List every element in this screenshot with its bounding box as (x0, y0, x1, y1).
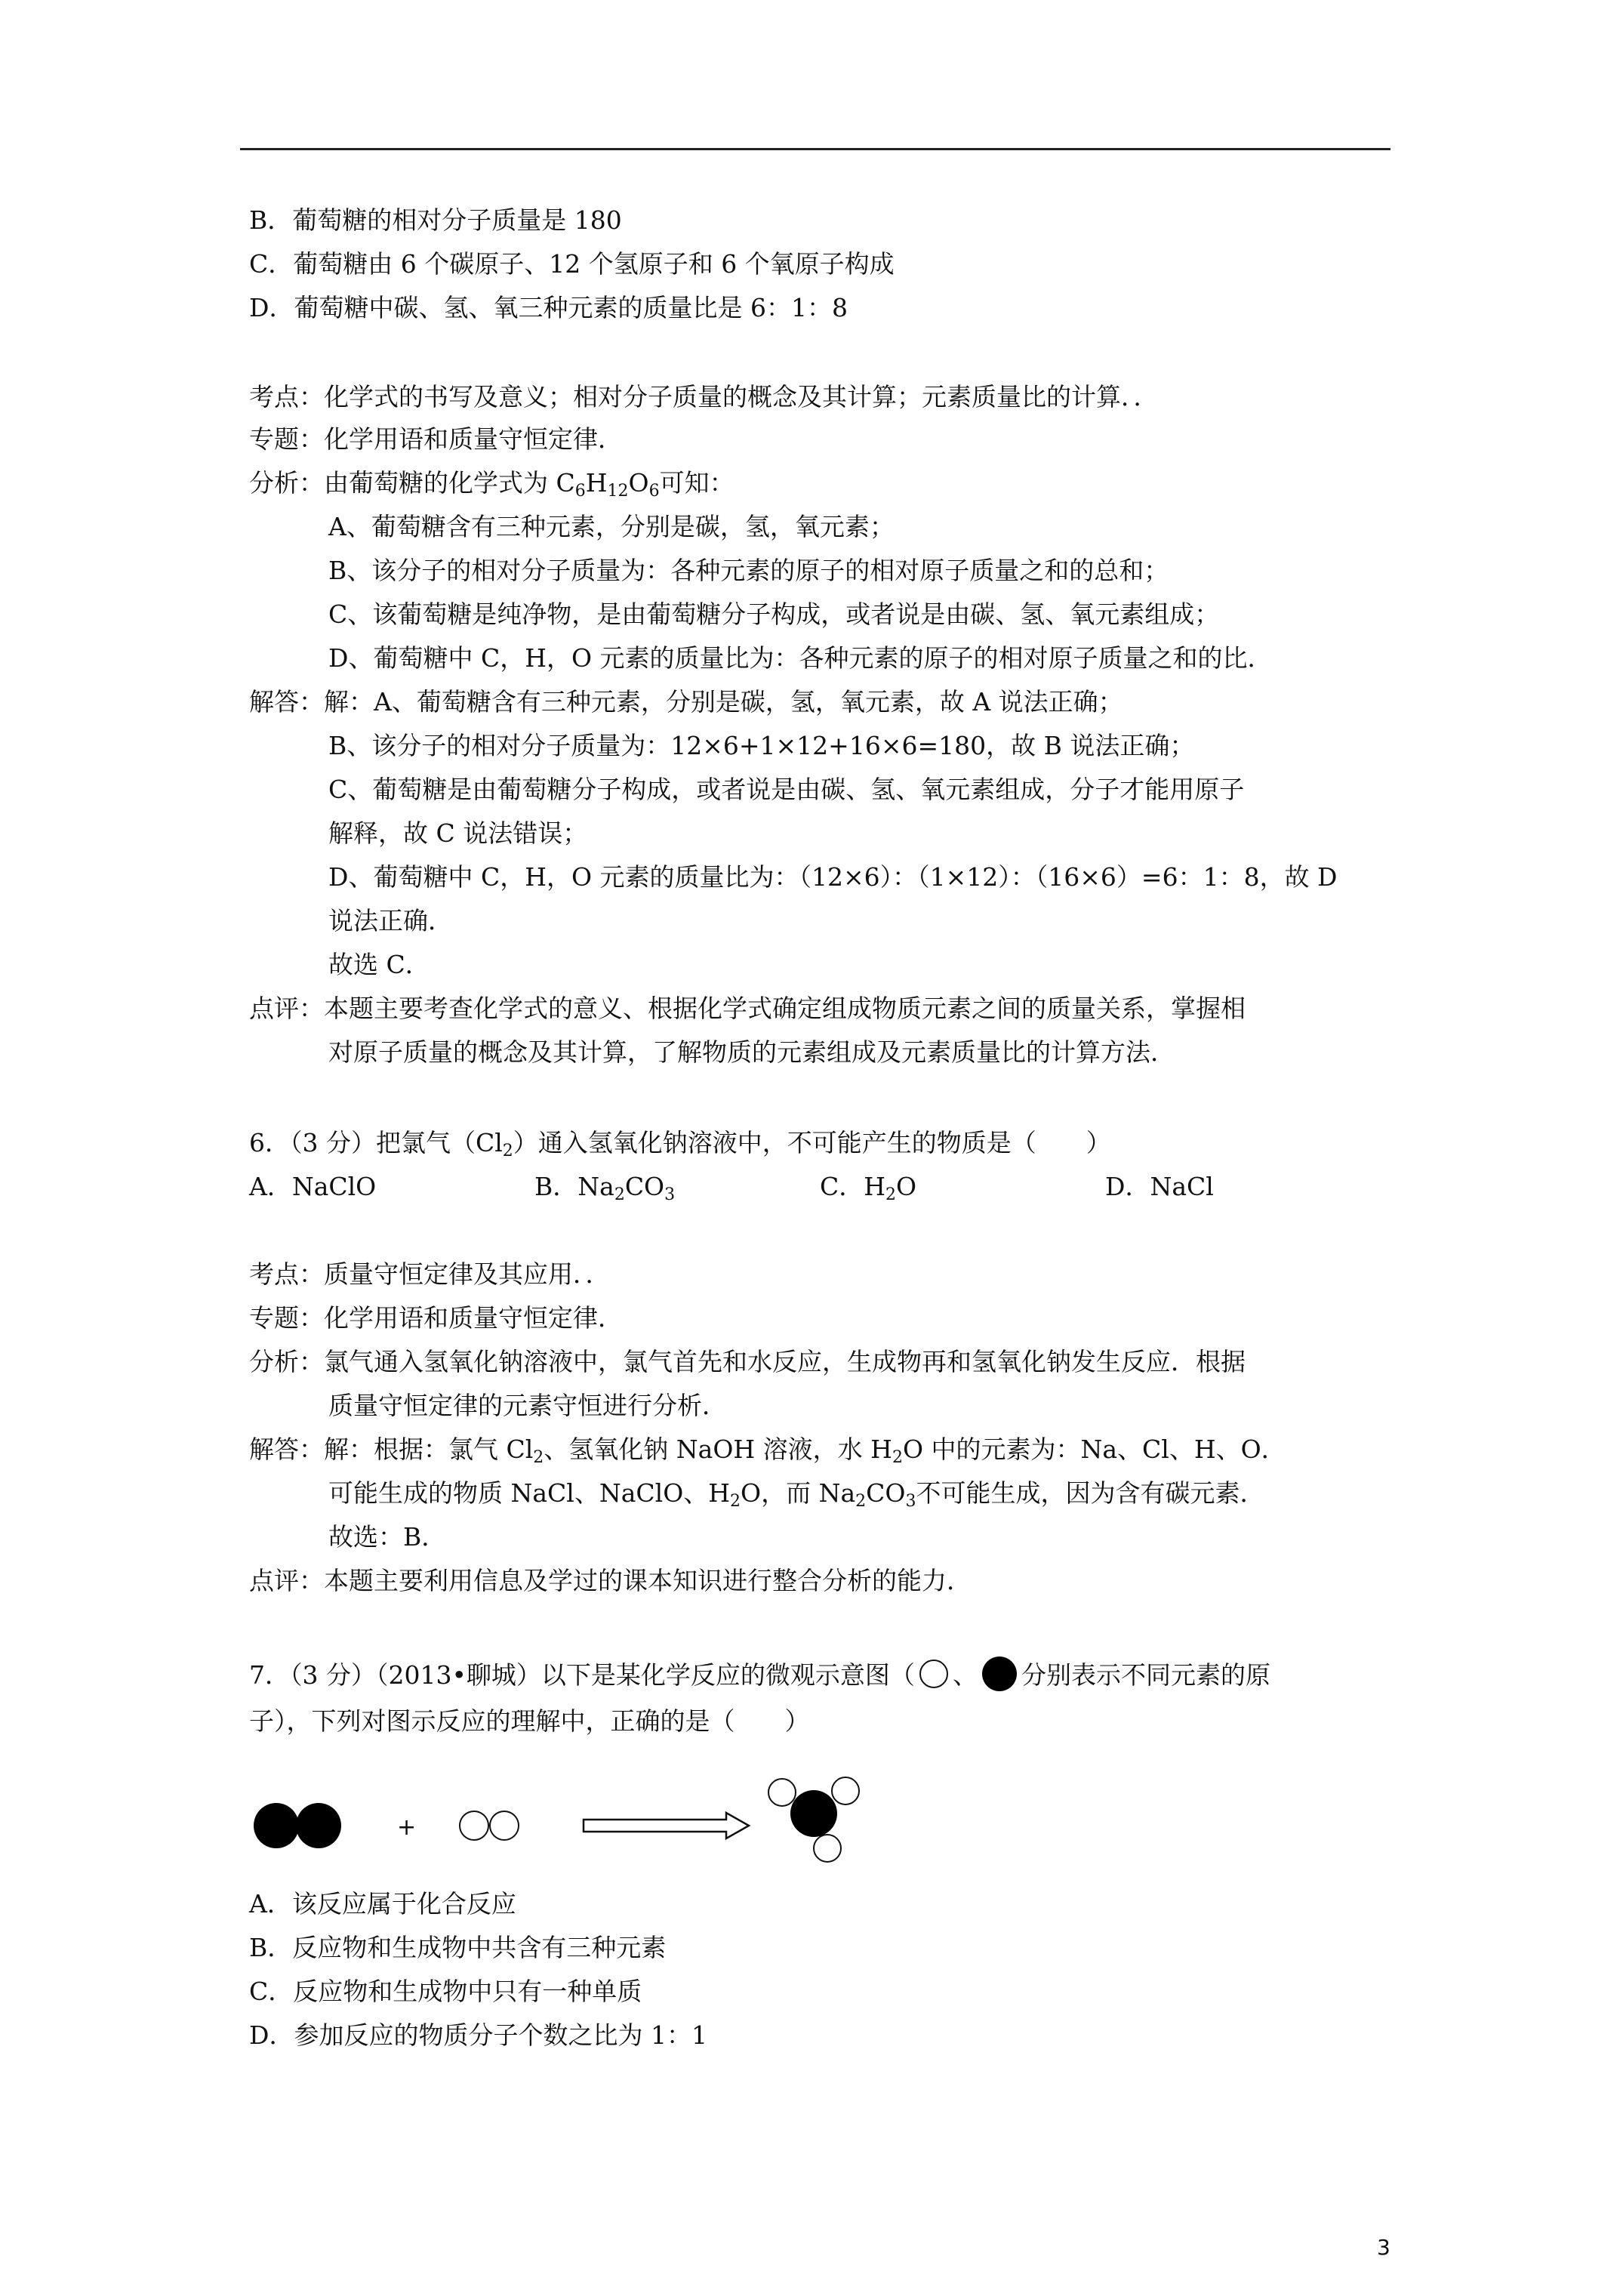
q5-fenxi-c: C、该葡萄糖是纯净物，是由葡萄糖分子构成，或者说是由碳、氢、氧元素组成； (328, 599, 1220, 629)
reactant-white-molecule (460, 1811, 519, 1840)
q6-stem-a: 6．（3 分）把氯气（Cl (249, 1128, 503, 1157)
q7-option-c: C．反应物和生成物中只有一种单质 (249, 1977, 642, 2006)
q6-stem: 6．（3 分）把氯气$(Cl_2)$通入氢氧化钠溶液中，不可能产生的物质是（ ） (249, 1128, 1111, 1160)
plus-sign: + (397, 1814, 417, 1841)
q7-stem-1: 7．（3 分）（2013•聊城）以下是某化学反应的微观示意图（ 、 分别表示不同元素的原 (249, 1657, 1270, 1691)
q6-option-c: C．$H_2O$ (820, 1172, 917, 1204)
q5-fenxi-prefix: 分析：由葡萄糖的化学式为 (249, 468, 556, 498)
q6-guxuan: 故选：B． (328, 1522, 447, 1552)
q5-jieda-a: 解答：解：A、葡萄糖含有三种元素，分别是碳，氢，氧元素，故 A 说法正确； (249, 687, 1123, 717)
q5-jieda-c1: C、葡萄糖是由葡萄糖分子构成，或者说是由碳、氢、氧元素组成，分子才能用原子 (328, 775, 1245, 804)
reaction-arrow-icon (584, 1813, 749, 1838)
q6-fenxi-1: 分析：氯气通入氢氧化钠溶液中，氯气首先和水反应，生成物再和氢氧化钠发生反应．根据 (249, 1347, 1246, 1376)
q6-option-a: A．NaClO (249, 1172, 377, 1201)
q5-zhuanti: 专题：化学用语和质量守恒定律． (249, 424, 623, 454)
q5-guxuan: 故选 C． (328, 950, 430, 979)
q6-jieda-1: 解答：解：根据：氯气 $Cl_2$、氢氧化钠 NaOH 溶液，水 $H_2O$ 中的元素为：Na、Cl、H、O． (249, 1435, 1286, 1467)
q6-fenxi-2: 质量守恒定律的元素守恒进行分析． (328, 1391, 727, 1420)
q5-fenxi-d: D、葡萄糖中 C，H，O 元素的质量比为：各种元素的原子的相对原子质量之和的比． (328, 643, 1273, 673)
q5-option-b: B．葡萄糖的相对分子质量是 180 (249, 205, 622, 235)
q6-stem-b: ）通入氢氧化钠溶液中，不可能产生的物质是（ ） (513, 1128, 1111, 1157)
q7-stem-2: 子），下列对图示反应的理解中，正确的是（ ） (249, 1706, 810, 1736)
q5-jieda-c2: 解释，故 C 说法错误； (328, 818, 588, 848)
q5-option-c: C．葡萄糖由 6 个碳原子、12 个氢原子和 6 个氧原子构成 (249, 249, 895, 279)
q6-option-b: B．$Na_2CO_3$ (534, 1172, 676, 1204)
q5-dianping-1: 点评：本题主要考查化学式的意义、根据化学式确定组成物质元素之间的质量关系，掌握相 (249, 994, 1246, 1023)
q7-option-d: D．参加反应的物质分子个数之比为 1：1 (249, 2020, 707, 2050)
q5-jieda-d2: 说法正确． (328, 906, 453, 935)
q7-option-a: A．该反应属于化合反应 (249, 1889, 516, 1918)
q5-kaodian: 考点：化学式的书写及意义；相对分子质量的概念及其计算；元素质量比的计算．． (249, 382, 1159, 411)
q6-option-d: D．NaCl (1105, 1172, 1214, 1201)
reaction-diagram (249, 1759, 868, 1875)
product-molecule (768, 1777, 859, 1862)
q5-fenxi-a: A、葡萄糖含有三种元素，分别是碳，氢，氧元素； (328, 512, 895, 541)
q5-fenxi-suffix: 可知： (659, 468, 735, 498)
q6-kaodian: 考点：质量守恒定律及其应用．． (249, 1259, 611, 1289)
header-rule (240, 148, 1390, 150)
white-atom-icon (919, 1660, 948, 1688)
q6-dianping: 点评：本题主要利用信息及学过的课本知识进行整合分析的能力． (249, 1566, 972, 1595)
q6-jieda-2: 可能生成的物质 NaCl、NaClO、$H_2O$，而 $Na_2CO_3$不可能生成，因为含有碳元素． (328, 1478, 1265, 1511)
q5-dianping-2: 对原子质量的概念及其计算，了解物质的元素组成及元素质量比的计算方法． (328, 1037, 1175, 1067)
q6-zhuanti: 专题：化学用语和质量守恒定律． (249, 1303, 623, 1333)
q5-jieda-d1: D、葡萄糖中 C，H，O 元素的质量比为：（12×6）：（1×12）：（16×6）=6：1：8，故 D (328, 862, 1338, 892)
page-number: 3 (1377, 2235, 1390, 2260)
q5-fenxi (249, 468, 735, 501)
q5-jieda-b: B、该分子的相对分子质量为：12×6+1×12+16×6=180，故 B 说法正确； (328, 731, 1195, 760)
q6-options (249, 1172, 1214, 1202)
glucose-formula: $C_6H_{12}O_6$ (556, 468, 660, 501)
black-atom-icon (982, 1657, 1017, 1691)
reactant-black-molecule (254, 1803, 341, 1848)
q5-option-d: D．葡萄糖中碳、氢、氧三种元素的质量比是 6：1：8 (249, 293, 848, 322)
q7-option-b: B．反应物和生成物中共含有三种元素 (249, 1933, 667, 1962)
q5-fenxi-b: B、该分子的相对分子质量为：各种元素的原子的相对原子质量之和的总和； (328, 556, 1169, 585)
